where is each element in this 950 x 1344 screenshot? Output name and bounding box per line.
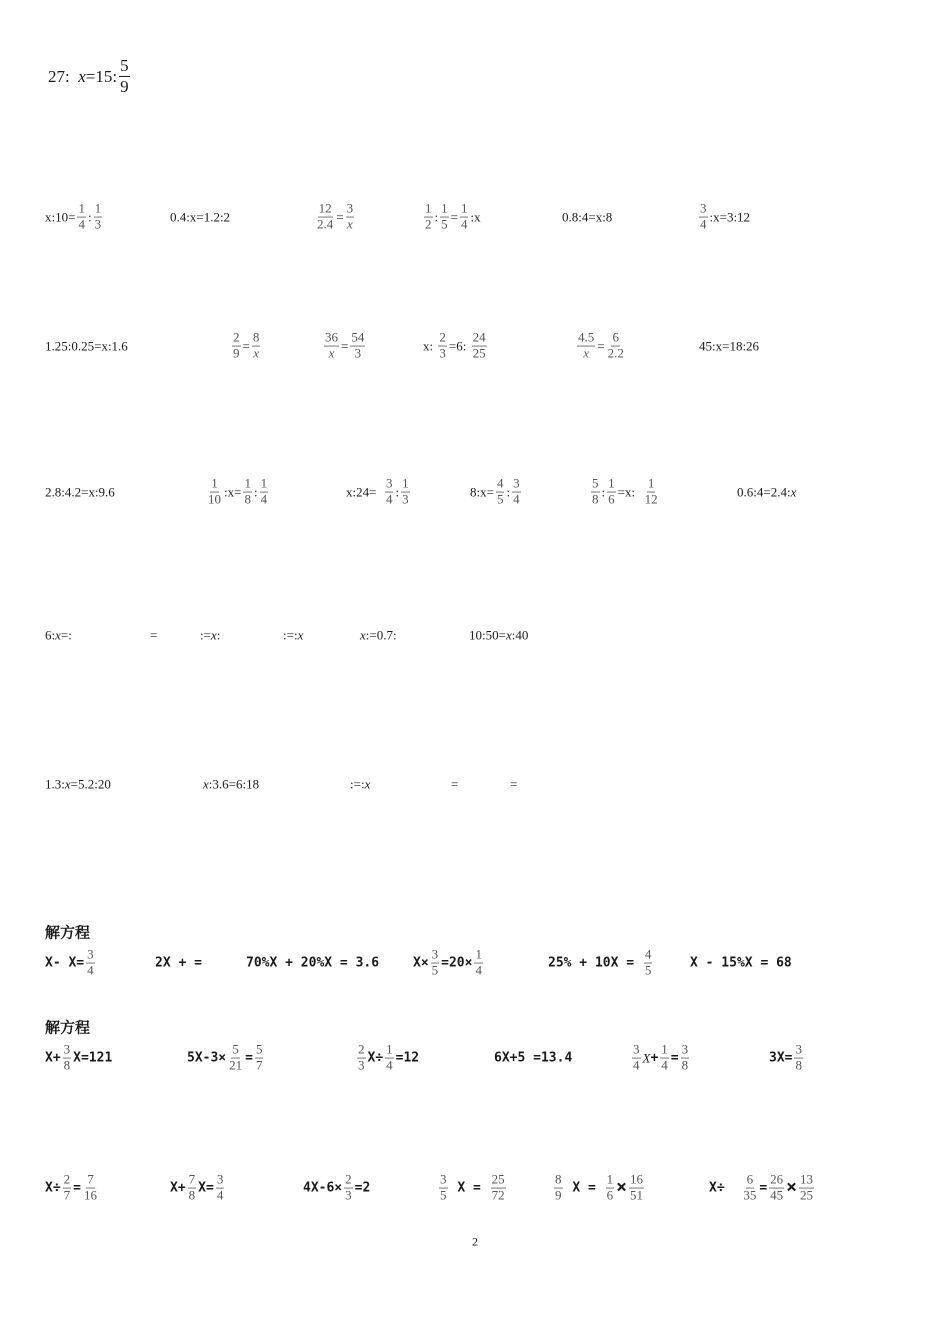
numerator: 6 [746,1171,754,1187]
expr-text: :3.6=6:18 [208,776,260,792]
expr-text: 10:50= [469,627,506,643]
equation [769,1043,805,1074]
denominator: 72 [491,1187,505,1203]
denominator: 25 [472,345,486,361]
fraction [577,331,595,362]
expr-text: = [451,776,459,792]
denominator: 3 [402,491,409,507]
fraction [86,948,95,979]
fraction [207,477,222,508]
expr-text: X÷ [709,1180,733,1196]
fraction [554,1173,563,1204]
numerator: 3 [63,1041,71,1057]
fraction [699,202,708,233]
expr-text: 4X-6× [303,1180,343,1196]
expr-text: = [242,338,250,354]
expr-text: =2 [354,1180,371,1196]
equation [170,1173,226,1204]
variable: X [642,1050,651,1066]
denominator: 9 [555,1187,562,1203]
denominator: 6 [606,1187,614,1203]
numerator: 3 [346,200,354,216]
denominator: 35 [743,1187,757,1203]
numerator: 54 [351,329,365,345]
expr-text: 1.3: [45,776,65,792]
numerator: 3 [513,475,520,491]
equation [155,957,202,970]
numerator: 1 [661,1041,668,1057]
expr-text: =20× [441,955,473,971]
numerator: 1 [260,475,268,491]
equation [170,211,230,224]
fraction [439,1173,448,1204]
denominator: 4 [661,1057,668,1073]
numerator: 1 [475,946,482,962]
fraction [63,1043,72,1074]
fraction [460,202,469,233]
fraction [252,331,261,362]
expr-text: 6: [45,627,56,643]
numerator: 2 [439,329,446,345]
expr-text: X÷ [367,1050,384,1066]
expr-text: X+ [170,1180,186,1196]
fraction [512,477,521,508]
fraction [243,477,252,508]
denominator: 2.4 [317,216,334,232]
denominator: 5 [496,491,504,507]
denominator: 8 [188,1187,196,1203]
fraction [660,1043,669,1074]
fraction [188,1173,197,1204]
fraction [401,477,410,508]
numerator: 1 [606,1171,614,1187]
variable: x [64,776,71,792]
denominator: 4 [216,1187,224,1203]
expr-text: 25% + 10X = [548,955,635,971]
numerator: 3 [431,946,439,962]
expr-text: = [73,1180,81,1196]
expr-text: : [253,484,258,500]
expr-text: = [597,338,605,354]
denominator: 2.2 [607,345,624,361]
fraction [424,202,433,233]
numerator: 16 [629,1171,643,1187]
expr-text: × [616,1177,627,1198]
numerator: 1 [78,200,85,216]
expr-text: :x [470,209,481,225]
expr-text: 1.25:0.25=x:1.6 [45,338,128,354]
fraction [742,1173,757,1204]
expr-text: X - 15%X = 68 [690,955,792,971]
equation [187,1043,265,1074]
fraction [794,1043,803,1074]
expr-text: = [759,1180,768,1196]
equation [150,629,157,642]
denominator: 4 [513,491,520,507]
equation [230,331,262,362]
equation [469,629,528,642]
expr-text: 70%X + 20%X = 3.6 [246,955,380,971]
equation [697,202,750,233]
expr-text: X = [564,1180,604,1196]
denominator: 6 [608,491,615,507]
expr-text: X= [198,1180,214,1196]
numerator: 2 [345,1171,352,1187]
equation [709,1173,816,1204]
equation [246,957,379,970]
equation [699,340,759,353]
numerator: 3 [795,1041,802,1057]
expr-text: 2.8:4.2=x:9.6 [45,484,115,500]
equation [45,486,115,499]
numerator: 24 [472,329,486,345]
fraction [346,202,355,233]
denominator: 8 [795,1057,802,1073]
denominator: 12 [644,491,658,507]
numerator: 1 [425,200,432,216]
equation [45,1043,112,1074]
fraction [260,477,269,508]
expr-text: :40 [511,627,529,643]
numerator: 4.5 [578,329,595,345]
fraction [431,948,440,979]
fraction [350,331,365,362]
fraction [644,948,653,979]
denominator: 5 [440,1187,447,1203]
fraction [799,1173,814,1204]
problem-27 [48,56,132,96]
equation [562,211,612,224]
variable: x [360,627,366,643]
equation [470,477,523,508]
expr-text: 6X+5 =13.4 [494,1050,573,1066]
expr-text: :=: [283,627,298,643]
variable: x [297,627,304,643]
expr-text: 0.6:4=2.4: [737,484,791,500]
numerator: 6 [612,329,619,345]
numerator: 5 [255,1041,263,1057]
denominator: 3 [358,1057,365,1073]
numerator: 8 [555,1171,562,1187]
denominator: 4 [385,491,393,507]
fraction [228,1043,243,1074]
expr-text: 45:x=18:26 [699,338,760,354]
numerator: 7 [87,1171,94,1187]
denominator: 5 [441,216,448,232]
equation [422,202,481,233]
numerator: 2 [63,1171,71,1187]
denominator: 25 [799,1187,813,1203]
numerator: 3 [633,1041,640,1057]
numerator: 4 [496,475,504,491]
fraction [591,477,600,508]
numerator: 3 [87,946,94,962]
expr-text: := [200,627,211,643]
denominator: 5 [431,962,439,978]
fraction [629,1173,644,1204]
expr-text: X× [413,955,429,971]
denominator: 4 [700,216,707,232]
denominator: 4 [386,1057,393,1073]
denominator: 21 [229,1057,243,1073]
denominator: 4 [633,1057,640,1073]
denominator: 9 [120,76,129,96]
denominator: 4 [87,962,94,978]
fraction [632,1043,641,1074]
numerator: 3 [700,200,707,216]
section-heading: 解方程 [45,1018,91,1037]
denominator: 2 [425,216,432,232]
fraction [357,1043,366,1074]
expr-text: : [506,484,511,500]
equation [200,629,220,642]
equation [314,202,356,233]
expr-text: :x=3:12 [709,209,751,225]
denominator: 4 [260,491,268,507]
fraction [496,477,505,508]
numerator: 25 [491,1171,505,1187]
numerator: 1 [647,475,655,491]
expr-text: = [450,209,458,225]
expr-text: 0.4:x=1.2:2 [170,209,231,225]
denominator: 51 [629,1187,643,1203]
denominator: x [346,216,353,232]
expr-text: 2X + = [155,955,202,971]
numerator: 1 [402,475,409,491]
denominator: 4 [460,216,468,232]
numerator: 7 [188,1171,196,1187]
equation [360,629,397,642]
denominator: 9 [233,345,240,361]
variable: x [364,776,371,792]
fraction [83,1173,98,1204]
numerator: 26 [770,1171,784,1187]
denominator: 4 [78,216,85,232]
problem-number: 27: [48,66,70,86]
equation [552,1173,646,1204]
expr-text: x: [423,338,434,354]
denominator: 3 [94,216,102,232]
denominator: 10 [208,491,221,507]
numerator: 13 [799,1171,813,1187]
expr-text: 3X= [769,1050,793,1066]
variable: x [505,627,512,643]
denominator: 5 [644,962,652,978]
expr-text: : [87,209,92,225]
equation [346,477,412,508]
denominator: 4 [475,962,482,978]
fraction [607,331,625,362]
expr-text: = [150,627,158,643]
fraction [644,477,659,508]
expr-text: X÷ [45,1180,61,1196]
numerator: 1 [460,200,468,216]
denominator: x [253,345,259,361]
numerator: 4 [644,946,652,962]
fraction [681,1043,690,1074]
equation [737,486,796,499]
fraction [324,331,339,362]
fraction [440,202,449,233]
equation [322,331,367,362]
equation [45,202,104,233]
numerator: 3 [385,475,393,491]
equation [350,778,370,791]
expr-text: X- X= [45,955,85,971]
fraction [769,1173,784,1204]
expr-text: : [601,484,606,500]
expr-text: × [786,1177,797,1198]
expr-text: :=0.7: [365,627,397,643]
fraction [77,202,86,233]
fraction [216,1173,225,1204]
fraction [232,331,241,362]
expr-text: =12 [395,1050,420,1066]
fraction [63,1173,72,1204]
fraction [119,56,130,96]
equation [413,948,485,979]
expr-text: = [510,776,518,792]
numerator: 1 [244,475,251,491]
equation [45,629,72,642]
fraction [94,202,103,233]
expr-text: : [395,484,400,500]
denominator: 8 [244,491,251,507]
equation [205,477,270,508]
numerator: 36 [325,329,338,345]
numerator: 3 [440,1171,447,1187]
numerator: 5 [232,1041,239,1057]
fraction [344,1173,353,1204]
numerator: 1 [386,1041,393,1057]
equation [630,1043,691,1074]
page-number: 2 [472,1234,478,1249]
equation [589,477,661,508]
equation [690,957,792,970]
denominator: x [583,345,590,361]
fraction [385,1043,394,1074]
numerator: 5 [592,475,599,491]
fraction [607,477,616,508]
numerator: 12 [318,200,332,216]
denominator: 3 [354,345,362,361]
denominator: 8 [592,491,599,507]
expr-text: : [216,627,221,643]
numerator: 1 [441,200,448,216]
variable: x [78,66,86,86]
expr-text: :=: [350,776,365,792]
numerator: 2 [233,329,240,345]
expr-text: =: [60,627,72,643]
numerator: 2 [358,1041,365,1057]
expr-text: = [670,1050,679,1066]
expr-text: = [341,338,349,354]
numerator: 3 [216,1171,224,1187]
denominator: x [328,345,335,361]
equation [575,331,627,362]
fraction [472,331,487,362]
denominator: 45 [770,1187,784,1203]
expr-text: x:10= [45,209,76,225]
numerator: 5 [120,55,129,75]
expr-text: 0.8:4=x:8 [562,209,613,225]
equation [45,948,97,979]
denominator: 16 [83,1187,97,1203]
denominator: 8 [63,1057,71,1073]
variable: x [210,627,217,643]
variable: x [55,627,61,643]
denominator: 7 [255,1057,263,1073]
fraction [316,202,334,233]
denominator: 8 [681,1057,689,1073]
fraction [474,948,483,979]
fraction [438,331,447,362]
denominator: 3 [439,345,446,361]
equation [451,778,458,791]
equation [494,1052,572,1065]
denominator: 3 [345,1187,352,1203]
fraction [385,477,394,508]
fraction [255,1043,264,1074]
expr-text: =x: [617,484,636,500]
fraction [606,1173,615,1204]
expr-text: X = [449,1180,489,1196]
expr-text: 8:x= [470,484,494,500]
equation [437,1173,508,1204]
expr-text: = [336,209,344,225]
equation [303,1173,370,1204]
expr-text: : [434,209,439,225]
numerator: 1 [211,475,218,491]
variable: x [790,484,797,500]
variable: x [203,776,209,792]
equation [203,778,259,791]
numerator: 3 [681,1041,689,1057]
numerator: 8 [252,329,260,345]
equation [548,948,654,979]
section-heading: 解方程 [45,923,91,942]
fraction [491,1173,506,1204]
equation [423,331,489,362]
equation [45,778,111,791]
numerator: 1 [608,475,615,491]
expr-text: :x= [224,484,242,500]
expr-text: =5.2:20 [70,776,111,792]
expr-text: x:24= [346,484,377,500]
expr-text: 5X-3× [187,1050,227,1066]
denominator: 7 [63,1187,71,1203]
expr-text: = [245,1050,253,1066]
numerator: 1 [94,200,102,216]
equation [283,629,303,642]
equation [45,1173,100,1204]
equation [45,340,128,353]
equation [355,1043,419,1074]
expr-text: X=121 [73,1050,113,1066]
equation [510,778,517,791]
expr-text: X+ [45,1050,61,1066]
expr-text: + [650,1050,659,1066]
expr-text: =6: [448,338,467,354]
expr-text: =15: [85,66,118,86]
